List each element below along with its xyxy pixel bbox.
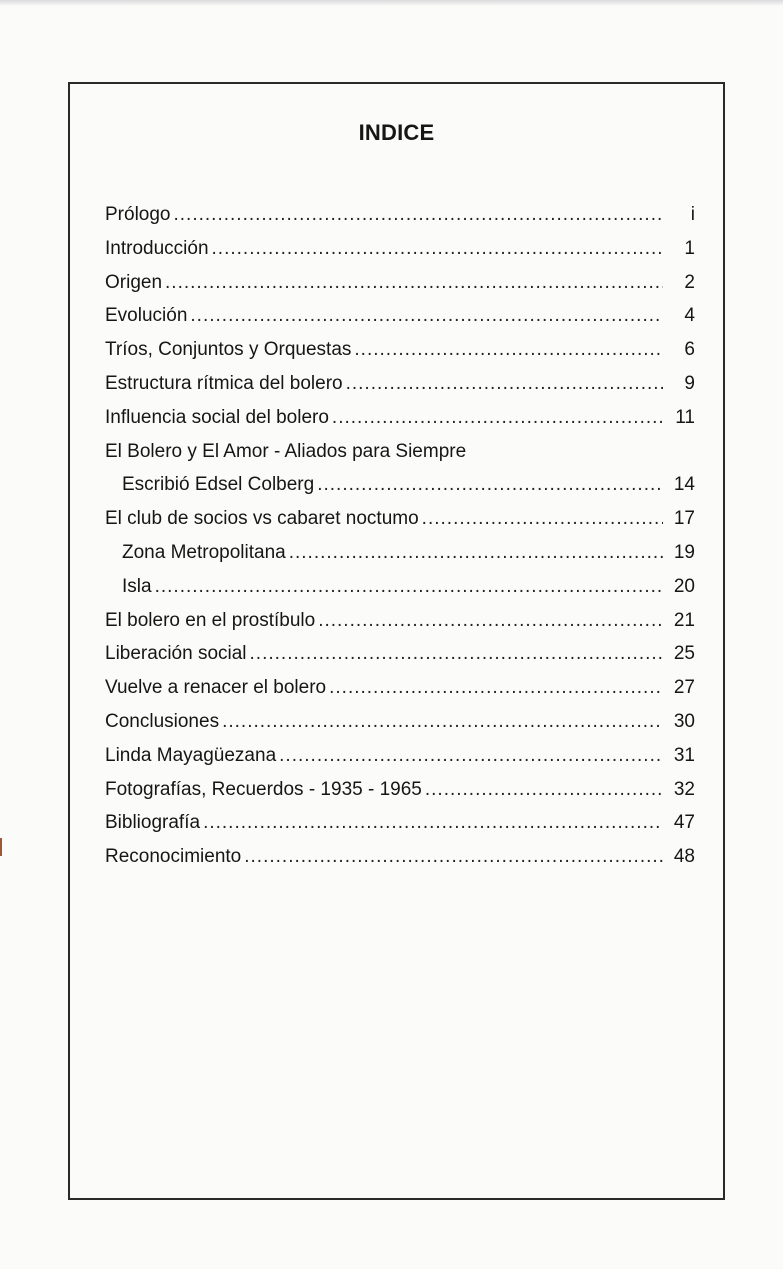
toc-entry-page: 4 (684, 305, 695, 327)
toc-entry-trios (105, 339, 695, 373)
toc-entry-page: 48 (673, 846, 695, 868)
toc-entry-page: 6 (684, 339, 695, 361)
dot-leader (203, 812, 663, 834)
toc-entry-fotografias (105, 779, 695, 813)
dot-leader (190, 305, 663, 327)
dot-leader (289, 542, 663, 564)
toc-entry-prologo (105, 204, 695, 238)
toc-entry-page: 31 (673, 744, 695, 766)
page-edge-mark (0, 838, 2, 856)
toc-entry-page: 11 (675, 406, 695, 428)
toc-entry-page: 25 (673, 643, 695, 665)
toc-entry-origen (105, 272, 695, 306)
toc-entry-page: 14 (673, 474, 695, 496)
toc-entry-label: Bibliografía (105, 812, 201, 834)
dot-leader (329, 677, 663, 699)
page-top-edge (0, 0, 783, 6)
toc-entry-label: El Bolero y El Amor - Aliados para Siempre (105, 440, 467, 462)
toc-entry-conclusiones (105, 711, 695, 745)
dot-leader (425, 779, 663, 801)
dot-leader (222, 711, 663, 733)
toc-entry-linda-mayaguezana (105, 745, 695, 779)
toc-entry-label: Reconocimiento (105, 846, 242, 868)
table-of-contents (105, 204, 695, 880)
dot-leader (346, 373, 663, 395)
toc-entry-page: 19 (673, 541, 695, 563)
toc-entry-evolucion (105, 305, 695, 339)
toc-entry-label: Fotografías, Recuerdos - 1935 - 1965 (105, 778, 422, 800)
toc-entry-label: Estructura rítmica del bolero (105, 372, 343, 394)
toc-entry-zona-metropolitana (105, 542, 695, 576)
toc-entry-estructura (105, 373, 695, 407)
toc-entry-bibliografia (105, 812, 695, 846)
dot-leader (279, 745, 663, 767)
toc-entry-label: Evolución (105, 305, 188, 327)
toc-entry-label: Conclusiones (105, 710, 220, 732)
dot-leader (422, 508, 663, 530)
dot-leader (354, 339, 663, 361)
toc-entry-edsel-colberg (105, 474, 695, 508)
toc-entry-page: 9 (684, 372, 695, 394)
toc-entry-label: Origen (105, 271, 163, 293)
toc-entry-label: Prólogo (105, 204, 171, 225)
toc-entry-page: 32 (673, 778, 695, 800)
toc-entry-renacer (105, 677, 695, 711)
dot-leader (250, 643, 663, 665)
toc-entry-liberacion (105, 643, 695, 677)
toc-entry-page: i (690, 204, 695, 225)
toc-entry-page: 30 (673, 710, 695, 732)
toc-entry-label: Influencia social del bolero (105, 406, 329, 428)
toc-entry-label: Linda Mayagüezana (105, 744, 277, 766)
page-title: INDICE (358, 120, 435, 145)
toc-entry-page: 27 (673, 677, 695, 699)
toc-entry-page: 20 (673, 575, 695, 597)
toc-entry-label: El bolero en el prostíbulo (105, 609, 316, 631)
dot-leader (332, 407, 663, 429)
toc-entry-label: El club de socios vs cabaret noctumo (105, 508, 419, 530)
dot-leader (318, 610, 663, 632)
toc-entry-label: Zona Metropolitana (122, 541, 286, 563)
dot-leader (174, 204, 664, 226)
dot-leader (317, 474, 663, 496)
dot-leader (155, 576, 663, 598)
toc-entry-label: Escribió Edsel Colberg (122, 474, 315, 496)
toc-entry-page: 21 (673, 609, 695, 631)
toc-entry-page: 47 (673, 812, 695, 834)
toc-entry-label: Isla (122, 575, 152, 597)
toc-entry-page: 17 (673, 508, 695, 530)
toc-entry-page: 1 (684, 237, 695, 259)
toc-entry-reconocimiento (105, 846, 695, 880)
index-frame (68, 82, 725, 1200)
toc-entry-label: Tríos, Conjuntos y Orquestas (105, 339, 352, 361)
toc-entry-introduccion (105, 238, 695, 272)
dot-leader (244, 846, 663, 868)
toc-entry-label: Introducción (105, 237, 209, 259)
dot-leader (165, 272, 663, 294)
toc-entry-label: Vuelve a renacer el bolero (105, 677, 327, 699)
toc-entry-bolero-amor (105, 441, 695, 475)
toc-entry-club-socios (105, 508, 695, 542)
toc-entry-prostibulo (105, 610, 695, 644)
toc-entry-label: Liberación social (105, 643, 247, 665)
toc-entry-influencia (105, 407, 695, 441)
dot-leader (212, 238, 663, 260)
toc-entry-isla (105, 576, 695, 610)
toc-entry-page: 2 (684, 271, 695, 293)
